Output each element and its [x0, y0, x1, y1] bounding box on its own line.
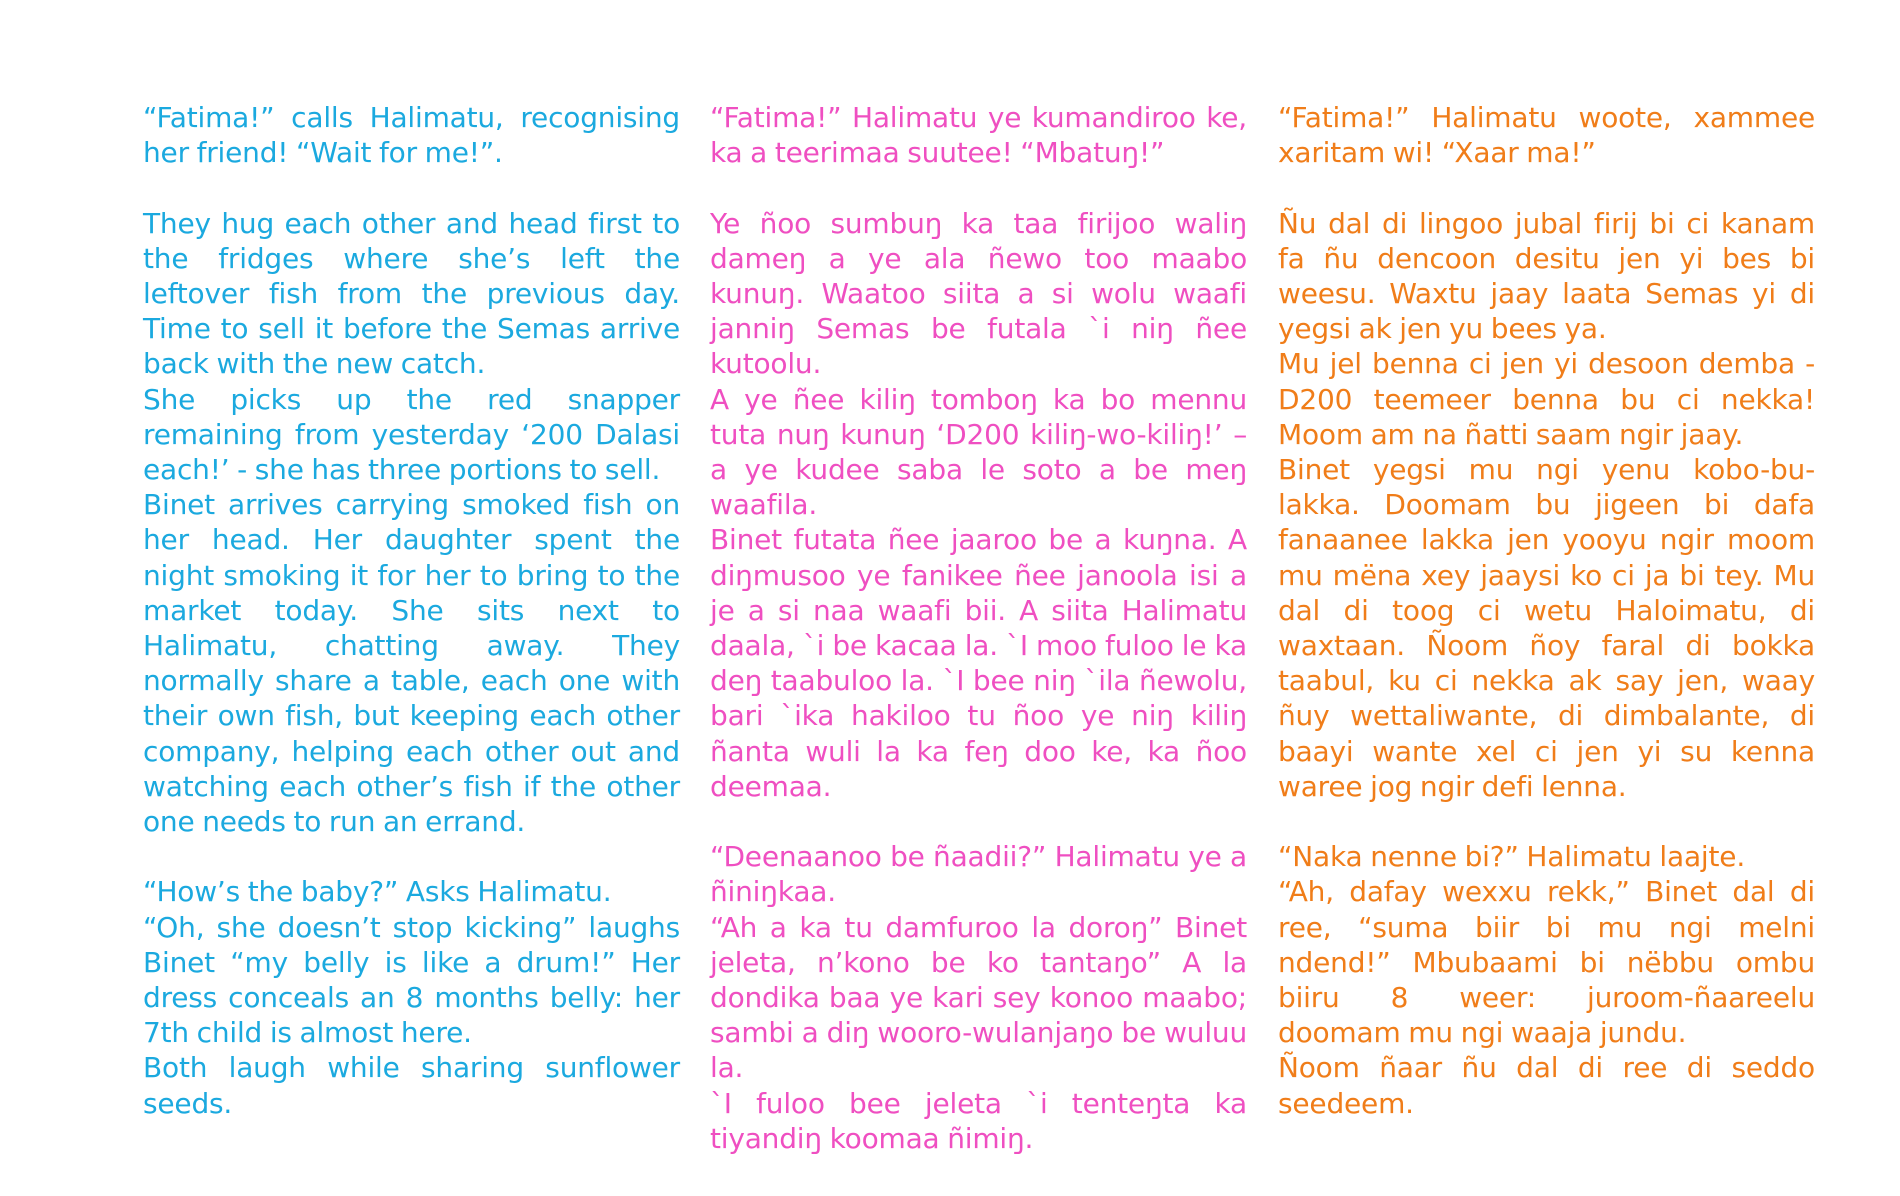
paragraph-gap — [710, 170, 1247, 205]
mandinka-paragraph-4: Binet futata ñee jaaroo be a kuŋna. A diŋmusoo ye fanikee ñee janoola isi a je a si naa waafi bii. A siita Halimatu daala, `i be kacaa la. `I moo fuloo le ka deŋ taabuloo la. `I bee niŋ `ila ñewolu, bari `ika hakiloo tu ñoo ye niŋ kiliŋ ñanta wuli la ka feŋ doo ke, ka ñoo deemaa. — [710, 523, 1247, 803]
paragraph-gap — [143, 839, 680, 874]
mandinka-paragraph-6: “Ah a ka tu damfuroo la doroŋ” Binet jeleta, n’kono be ko tantaŋo” A la dondika baa ye kari sey konoo maabo; sambi a diŋ wooro-wulanjaŋo be wuluu la. — [710, 910, 1247, 1085]
english-paragraph-3: She picks up the red snapper remaining from yesterday ‘200 Dalasi each!’ - she has three portions to sell. — [143, 382, 680, 487]
english-paragraph-1: “Fatima!” calls Halimatu, recognising her friend! “Wait for me!”. — [143, 101, 680, 170]
english-paragraph-5: “How’s the baby?” Asks Halimatu. — [143, 875, 612, 909]
wolof-paragraph-1: “Fatima!” Halimatu woote, xammee xaritam wi! “Xaar ma!” — [1278, 101, 1815, 170]
paragraph-gap — [710, 804, 1247, 839]
english-paragraph-6: “Oh, she doesn’t stop kicking” laughs Binet “my belly is like a drum!” Her dress conceals an 8 months belly: her 7th child is almost here. — [143, 910, 680, 1050]
paragraph-gap — [1278, 170, 1815, 205]
mandinka-paragraph-3: A ye ñee kiliŋ tomboŋ ka bo mennu tuta nuŋ kunuŋ ‘D200 kiliŋ-wo-kiliŋ!’ – a ye kudee saba le soto a be meŋ waafila. — [710, 382, 1247, 522]
mandinka-paragraph-7: `I fuloo bee jeleta `i tenteŋta ka tiyandiŋ koomaa ñimiŋ. — [710, 1086, 1247, 1155]
mandinka-column — [710, 100, 1247, 1156]
wolof-paragraph-4: Binet yegsi mu ngi yenu kobo-bu-lakka. Doomam bu jigeen bi dafa fanaanee lakka jen yooyu ngir moom mu mëna xey jaaysi ko ci ja bi tey. Mu dal di toog ci wetu Haloimatu, di waxtaan. Ñoom ñoy faral di bokka taabul, ku ci nekka ak say jen, waay ñuy wettaliwante, di dimbalante, di baayi wante xel ci jen yi su kenna waree jog ngir defi lenna. — [1278, 453, 1815, 803]
english-paragraph-2: They hug each other and head first to the fridges where she’s left the leftover fish from the previous day. Time to sell it before the Semas arrive back with the new catch. — [143, 206, 680, 381]
wolof-paragraph-3: Mu jel benna ci jen yi desoon demba -D200 teemeer benna bu ci nekka! Moom am na ñatti saam ngir jaay. — [1278, 347, 1815, 451]
mandinka-paragraph-1: “Fatima!” Halimatu ye kumandiroo ke, ka a teerimaa suutee! “Mbatuŋ!” — [710, 101, 1247, 170]
paragraph-gap — [143, 170, 680, 205]
paragraph-gap — [1278, 804, 1815, 839]
wolof-paragraph-6: “Ah, dafay wexxu rekk,” Binet dal di ree, “suma biir bi mu ngi melni ndend!” Mbubaami bi nëbbu ombu biiru 8 weer: juroom-ñaareelu doomam mu ngi waaja jundu. — [1278, 875, 1815, 1050]
mandinka-paragraph-2: Ye ñoo sumbuŋ ka taa firijoo waliŋ dameŋ a ye ala ñewo too maabo kunuŋ. Waatoo siita a si wolu waafi janniŋ Semas be futala `i niŋ ñee kutoolu. — [710, 206, 1247, 381]
mandinka-paragraph-5: “Deenaanoo be ñaadii?” Halimatu ye a ñiniŋkaa. — [710, 840, 1247, 909]
wolof-paragraph-2: Ñu dal di lingoo jubal firij bi ci kanam fa ñu dencoon desitu jen yi bes bi weesu. Waxtu jaay laata Semas yi di yegsi ak jen yu bees ya. — [1278, 206, 1815, 346]
wolof-paragraph-5: “Naka nenne bi?” Halimatu laajte. — [1278, 840, 1746, 874]
wolof-column — [1278, 100, 1815, 1121]
english-paragraph-7: Both laugh while sharing sunflower seeds. — [143, 1051, 680, 1120]
wolof-paragraph-7: Ñoom ñaar ñu dal di ree di seddo seedeem. — [1278, 1051, 1815, 1120]
english-column — [143, 100, 680, 1121]
english-paragraph-4: Binet arrives carrying smoked fish on her head. Her daughter spent the night smoking it for her to bring to the market today. She sits next to Halimatu, chatting away. They normally share a table, each one with their own fish, but keeping each other company, helping each other out and watching each other’s fish if the other one needs to run an errand. — [143, 488, 680, 839]
